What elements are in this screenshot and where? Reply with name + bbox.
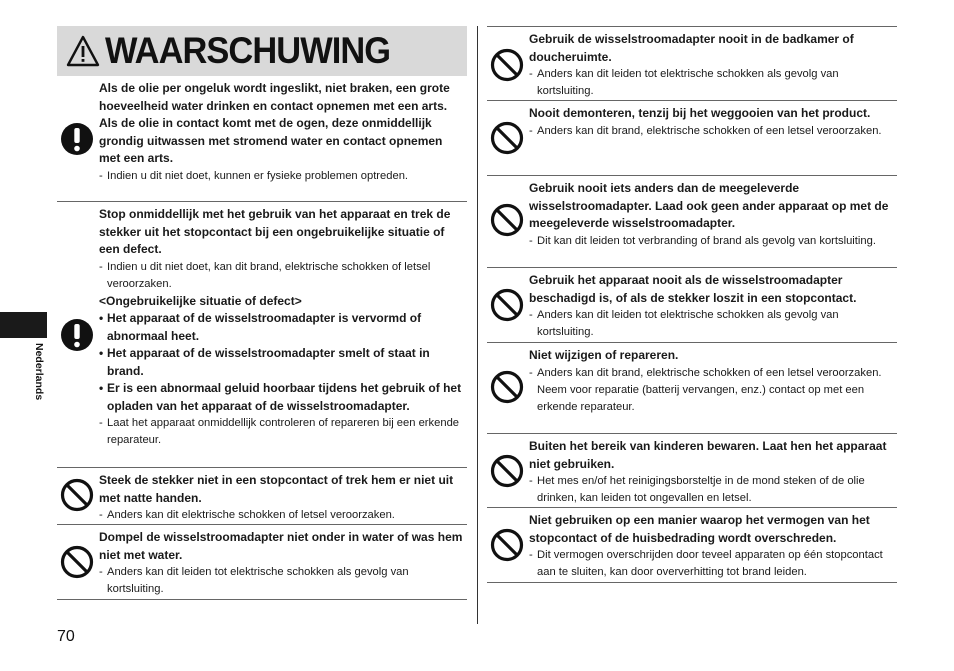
page-title: WAARSCHUWING	[105, 30, 391, 71]
instruction-text: Niet wijzigen of repareren.	[529, 348, 679, 362]
consequence-note: Neem voor reparatie (batterij vervangen, enz.) contact op met een erkende reparateur.	[537, 383, 865, 413]
warning-triangle-icon	[66, 35, 100, 67]
bullet-item: • Het apparaat of de wisselstroomadapter smelt of staat in brand.	[99, 345, 467, 380]
consequence-note: - Anders kan dit elektrische schokken of letsel veroorzaken.	[99, 507, 467, 524]
instruction-text: Dompel de wisselstroomadapter niet onder in water of was hem niet met water.	[99, 530, 463, 562]
instruction-text: Gebruik het apparaat nooit als de wisselstroomadapter beschadigd is, of als de stekker loszit in een stopcontact.	[529, 273, 857, 305]
prohibition-icon	[487, 121, 527, 155]
instruction-text: Als de olie in contact komt met de ogen, deze onmiddellijk grondig uitwassen met stromend water en contact opnemen met een arts.	[99, 116, 443, 165]
consequence-note: - Anders kan dit brand, elektrische schokken of een letsel veroorzaken.	[529, 365, 897, 382]
warning-item-children	[487, 434, 897, 508]
consequence-note: - Indien u dit niet doet, kunnen er fysieke problemen optreden.	[99, 168, 467, 185]
instruction-text: Stop onmiddellijk met het gebruik van het apparaat en trek de stekker uit het stopcontact bij een ongebruikelijke situatie of een defect.	[99, 207, 451, 256]
consequence-note: - Anders kan dit leiden tot elektrische schokken als gevolg van kortsluiting.	[529, 66, 897, 100]
consequence-note: - Laat het apparaat onmiddellijk controleren of repareren bij een erkende reparateur.	[99, 415, 467, 449]
prohibition-icon	[487, 48, 527, 82]
instruction-text: Gebruik nooit iets anders dan de meegeleverde wisselstroomadapter. Laad ook geen ander apparaat op met de meegeleverde wisselstroomadapter.	[529, 181, 889, 230]
consequence-note: - Dit kan dit leiden tot verbranding of brand als gevolg van kortsluiting.	[529, 233, 897, 250]
prohibition-icon	[487, 528, 527, 562]
warning-item-oil	[57, 76, 467, 202]
bullet-item: • Het apparaat of de wisselstroomadapter is vervormd of abnormaal heet.	[99, 310, 467, 345]
prohibition-icon	[487, 288, 527, 322]
instruction-text: Gebruik de wisselstroomadapter nooit in de badkamer of doucheruimte.	[529, 32, 854, 64]
warning-item-water	[57, 525, 467, 600]
left-column	[57, 26, 467, 600]
consequence-note: - Anders kan dit brand, elektrische schokken of een letsel veroorzaken.	[529, 123, 897, 140]
instruction-text: Niet gebruiken op een manier waarop het vermogen van het stopcontact of de huisbedrading wordt overschreden.	[529, 513, 870, 545]
warning-item-overload	[487, 508, 897, 583]
warning-item-damaged	[487, 268, 897, 343]
consequence-note: - Anders kan dit leiden tot elektrische schokken als gevolg van kortsluiting.	[529, 307, 897, 341]
prohibition-icon	[487, 370, 527, 404]
instruction-text: Steek de stekker niet in een stopcontact of trek hem er niet uit met natte handen.	[99, 473, 454, 505]
mandatory-icon	[57, 318, 97, 352]
prohibition-icon	[487, 203, 527, 237]
prohibition-icon	[487, 454, 527, 488]
prohibition-icon	[57, 478, 97, 512]
consequence-note: - Dit vermogen overschrijden door teveel apparaten op één stopcontact aan te sluiten, kan door oververhitting tot brand leiden.	[529, 547, 897, 581]
column-divider	[477, 26, 478, 624]
prohibition-icon	[57, 545, 97, 579]
instruction-text: Nooit demonteren, tenzij bij het weggooien van het product.	[529, 106, 871, 120]
warning-item-wet-hands	[57, 468, 467, 525]
bullet-item: • Er is een abnormaal geluid hoorbaar tijdens het gebruik of het opladen van het apparaat of de wisselstroomadapter.	[99, 380, 467, 415]
language-tab	[0, 312, 47, 338]
consequence-note: - Het mes en/of het reinigingsborsteltje in de mond steken of de olie drinken, kan leiden tot ongevallen en letsel.	[529, 473, 897, 507]
warning-item-disassemble	[487, 101, 897, 176]
page-number: 70	[57, 628, 75, 645]
sub-heading: <Ongebruikelijke situatie of defect>	[99, 293, 302, 308]
instruction-text: Buiten het bereik van kinderen bewaren. Laat hen het apparaat niet gebruiken.	[529, 439, 887, 471]
warning-header	[57, 26, 467, 76]
mandatory-icon	[57, 122, 97, 156]
instruction-text: Als de olie per ongeluk wordt ingeslikt, niet braken, een grote hoeveelheid water drinken en contact opnemen met een arts.	[99, 81, 450, 113]
consequence-note: - Indien u dit niet doet, kan dit brand, elektrische schokken of letsel veroorzaken.	[99, 259, 467, 293]
right-column	[487, 26, 897, 583]
warning-item-adapter-only	[487, 176, 897, 268]
warning-item-modify	[487, 343, 897, 434]
warning-item-stop-use	[57, 202, 467, 468]
warning-item-bathroom	[487, 26, 897, 101]
language-label: Nederlands	[33, 343, 45, 401]
consequence-note: - Anders kan dit leiden tot elektrische schokken als gevolg van kortsluiting.	[99, 564, 467, 598]
